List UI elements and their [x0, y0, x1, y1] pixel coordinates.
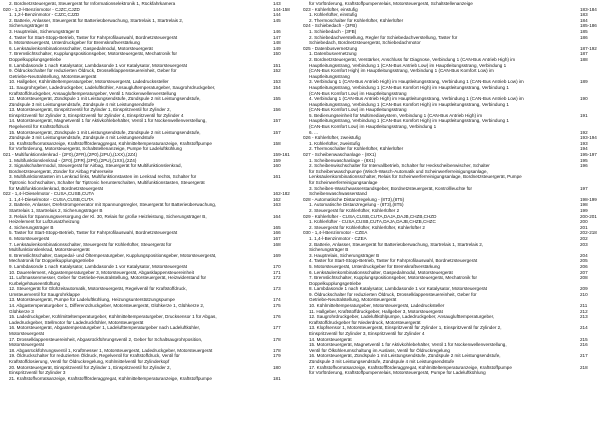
toc-entry	[3, 376, 293, 382]
toc-entry-page: 162	[273, 196, 281, 202]
toc-entry-title: 13. Klopfsensor 1, Motorsteuergerät, Einspritzventil für Zylinder 1, Einspritzventil für Zylinder 2,	[309, 325, 502, 331]
toc-entry-page: 176	[273, 314, 281, 320]
toc-entry-page: 212	[580, 308, 588, 314]
toc-entry-title: 9. Lambdasonde 1 nach Katalysator, Lambdasonde 1 vor Katalysator, Motorsteuergerät	[9, 263, 187, 269]
toc-entry-title: 4. Sicherungsträger B	[9, 224, 54, 230]
toc-entry-page: 179	[273, 353, 281, 359]
toc-entry-title: Hauptleitungsstrang, Verbindung 1 (CAN-Bus Komfort High) im Hauptleitungsstrang, Verbindung 1	[309, 118, 509, 124]
toc-entry-page: 203	[580, 241, 588, 247]
toc-entry-page: 159-161	[273, 152, 290, 158]
toc-entry-title: 021 - Multifunktionslenkrad - (2F0),(2FR),(2P0),(2PU),(1XX),(2Z4)	[3, 152, 138, 158]
toc-entry-title: 5. Motorsteuergerät, Unterdruckgeber für Bremskraftverstärkung	[9, 40, 140, 46]
toc-entry-title: 3. Scheiben-Waschwasserstandsgeber, Bordnetzsteuergerät, Kontrollleuchte für	[309, 185, 472, 191]
toc-entry-title: 17. Kraftstoffvorratsanzeige, Kraftstoffförderaggregat, Kühlmitteltemperaturanzeige, Kraftstoffpumpe	[309, 364, 512, 370]
toc-entry-title: 026 - Kühlerlüfter, zweistufig	[303, 135, 361, 141]
toc-entry-title: 14. Abgastemperaturgeber 1, Differenzdruckgeber, Motorsteuergerät, Glühkerze 1, Glühkerze 2,	[9, 303, 205, 309]
toc-entry-title: 16. Motorsteuergerät, Zündspule 1 mit Leistungsendstufe, Zündspule 2 mit Leistungsendstufe,	[309, 353, 501, 359]
toc-entry-title: 022 - 1,4-l-Dieselmotor - CUSA,CUSB,CUTA	[3, 191, 95, 197]
toc-entry-page: 152	[273, 68, 281, 74]
toc-entry-title: 1. Scheibenwaschanlage - (8X1)	[309, 157, 376, 163]
toc-entry-title: 6. Motorsteuergerät	[9, 235, 50, 241]
toc-entry-title: 2. Scheibenwischschalter für Intervallbetrieb, Schalter für Heckscheibenwischer, Schalter	[309, 163, 490, 169]
toc-entry-page: 170	[273, 263, 281, 269]
toc-entry-title: (CAN-Bus Komfort Low) im Hauptleitungsstrang	[309, 90, 407, 96]
toc-entry-title: 2. Steuergerät für Kühlerlüfter, Kühlerlüfter 2	[309, 207, 400, 213]
toc-entry-title: Kraftstoffdruckgeber, Ansaugluftemperaturgeber, Ventil 1 Nockenwellenverstellung	[9, 90, 177, 96]
toc-entry-page: 185-186	[580, 23, 597, 29]
toc-entry-title: 1. 1,4-l-Benzinmotor - CZEA	[309, 235, 367, 241]
toc-entry-page: 195-197	[580, 152, 597, 158]
toc-entry-title: Multifunktionslenkrad, Motorsteuergerät	[9, 247, 90, 253]
toc-entry-title: 11. Hallgeber, Kraftstoffdruckgeber, Hallgeber 3, Motorsteuergerät	[309, 308, 443, 314]
toc-entry-title: 10. Kühlmitteltemperaturgeber, Motorsteuergerät, Ladedrucksteller	[309, 303, 445, 309]
toc-entry-title: 020 - 1,2-l-Benzinmotor - CJZC,CJZD	[3, 6, 80, 12]
toc-entry-page: 159	[273, 157, 281, 163]
toc-entry-title: 1. Kühlerlüfter, zweistufig	[309, 140, 361, 146]
toc-entry-page: 177	[273, 325, 281, 331]
toc-entry-title: 5. Taster für Start-Stopp-Betrieb, Taster für Fahrprofilauswahl, Bordnetzsteuergerät	[9, 230, 178, 236]
toc-entry-title: Doppelkupplungsgetriebe	[309, 280, 362, 286]
toc-entry-title: 2. Signalschaltermodul, Steuergerät für Airbag, Steuergerät für Multifunktionslenkrad,	[9, 163, 182, 169]
toc-entry-title: 2. Bordnetzsteuergerät, Steuergerät für Informationselektronik 1, Rückfahrkamera	[9, 1, 176, 6]
toc-entry-page: 178	[273, 347, 281, 353]
toc-entry-title: 14. Motorsteuergerät	[309, 336, 352, 342]
toc-entry-title: 1. Schiebedach - (3FB)	[309, 28, 357, 34]
toc-entry-page: 200-201	[580, 213, 597, 219]
toc-entry-page: 211	[580, 303, 588, 309]
toc-entry-title: Kurbelgehäuseentlüftung	[9, 280, 61, 286]
toc-entry-title: 7. Lenksäulenkombinationsschalter, Steuergerät für Kühlerlüfter, Steuergerät für	[9, 241, 172, 247]
toc-entry-page: 168	[273, 241, 281, 247]
toc-column-left	[3, 1, 293, 381]
toc-entry-title: Kraftstoffdruckgeber für Niederdruck, Motorsteuergerät	[309, 319, 421, 325]
toc-entry-title: 6. ...	[309, 129, 318, 135]
toc-entry-title: 8. Bremslichtschalter, Gaspedal- und Öltemperaturgeber, Kupplungspositionsgeber, Motorsteuergerät,	[9, 252, 217, 258]
toc-entry-title: für Vorförderung, Kraftstoffpumpenrelais, Motorsteuergerät, Pumpe für Ladeluftkühlung	[309, 370, 486, 376]
toc-entry-title: 1. Automatische Distanzregelung - (8T3),(8T5)	[309, 202, 404, 208]
toc-entry-page: 193-194	[580, 135, 597, 141]
toc-entry-title: Glühkerze 3	[9, 308, 34, 314]
toc-entry-page: 174	[273, 297, 281, 303]
toc-entry-page: 209	[580, 286, 588, 292]
toc-entry-title: 4. Verbindung 1 (CAN-Bus Antrieb High) im Hauptleitungsstrang, Verbindung 1 (CAN-Bus Antrieb Low) im	[309, 96, 524, 102]
toc-entry-title: 3. Verbindung 1 (CAN-Bus Antrieb High) im Hauptleitungsstrang, Verbindung 1 (CAN-Bus Antrieb Low) im	[309, 79, 524, 85]
toc-entry-page: 167	[273, 235, 281, 241]
toc-entry-page: 194	[580, 146, 588, 152]
toc-entry-title: Einspritzventil für Zylinder 3, Einspritzventil für Zylinder 4, Einspritzventil für Zylinder 4	[9, 112, 184, 118]
toc-entry-title: Hauptleitungsstrang, Verbindung 1 (CAN-Bus Komfort High) im Hauptleitungsstrang, Verbindung 1	[309, 101, 509, 107]
toc-entry-page: 144-158	[273, 6, 290, 12]
toc-entry-title: Getriebe-Neutralstellung, Motorsteuergerät	[309, 297, 397, 303]
toc-entry-title: 15. Ladedruckgeber, Kühlmitteltemperaturgeber, Kühlmitteltemperaturgeber, Drucksensor 1 für Abgas,	[9, 314, 217, 320]
toc-entry-title: Bordnetzsteuergerät, Zünder für Airbag Fahrerseite	[9, 168, 114, 174]
toc-entry-title: Scheibenwaschwasserstand	[309, 191, 367, 197]
toc-entry-page: 197	[580, 185, 588, 191]
toc-entry-title: Hauptleitungsstrang, Verbindung 1 (CAN-Bus Komfort High) im Hauptleitungsstrang, Verbindung 1	[309, 84, 509, 90]
toc-entry-page: 143	[273, 1, 281, 6]
toc-entry-title: 16. Kraftstoffvorratsanzeige, Kraftstoffförderaggregat, Kühlmitteltemperaturanzeige, Kraftstoffpumpe	[9, 140, 212, 146]
toc-entry-title: 8. Lambdasonde 1 nach Katalysator, Lambdasonde 1 vor Katalysator, Motorsteuergerät	[309, 286, 487, 292]
toc-entry-title: 3. Relais für Spannungsversorgung der Kl. 30, Relais für große Heizleistung, Sicherungsträger B,	[9, 213, 207, 219]
toc-entry-page: 145	[273, 17, 281, 23]
toc-entry-page: 169	[273, 252, 281, 258]
toc-entry-page: 163	[273, 202, 281, 208]
toc-entry-title: 1. Kühlerlüfter - CUSA,CUSB,CUTA,DAJA,DAJB,CHZB,CHZC	[309, 219, 436, 225]
toc-entry-page: 153	[273, 79, 281, 85]
toc-entry-page: 175	[273, 303, 281, 309]
toc-entry-page: 155	[273, 96, 281, 102]
toc-entry-title: 2. Batterie, Anlasser, Drehstromgenerator mit Spannungsregler, Steuergerät für Batterieüberwachung,	[9, 202, 217, 208]
toc-entry-title: Schiebedach, Bordnetzsteuergerät, Schiebedachmotor	[309, 40, 421, 46]
toc-entry-page: 160	[273, 163, 281, 169]
toc-entry-page: 166	[273, 230, 281, 236]
toc-entry-title: 023 - Kühlerlüfter, einstufig	[303, 6, 358, 12]
toc-entry-page: 151	[273, 62, 281, 68]
toc-entry-title: Lenksäulenkombinationsschalter, Relais für Scheinwerferreinigungsanlage, Bordnetzsteuergerät, Pumpe	[309, 174, 522, 180]
toc-entry-page: 218	[580, 364, 588, 370]
toc-entry-title: 20. Motorsteuergerät, Einspritzventil für Zylinder 1, Einspritzventil für Zylinder 2,	[9, 364, 171, 370]
toc-entry-page: 191	[580, 112, 588, 118]
toc-entry-title: 1. Multifunktionslenkrad - (2F0),(2FR),(2P0),(2PU),(1XX),(2Z4)	[9, 157, 137, 163]
toc-entry-page: 158	[273, 140, 281, 146]
toc-entry-title: 4. Taster für Start-Stopp-Betrieb, Taster für Fahrprofilauswahl, Bordnetzsteuergerät	[309, 258, 478, 264]
toc-entry-title: 9. Öldruckschalter für reduzierten Öldruck, Drosselklappensteuereinheit, Geber für	[9, 68, 177, 74]
toc-entry-page: 200	[580, 219, 588, 225]
toc-entry-page: 205	[580, 258, 588, 264]
toc-entry-title: Motorsteuergerät	[9, 342, 44, 348]
toc-entry-title: Einspritzventil für Zylinder 3	[9, 370, 66, 376]
toc-entry-page: 148	[273, 40, 281, 46]
toc-entry-page: 190	[580, 96, 588, 102]
toc-entry-page: 210	[580, 291, 588, 297]
toc-entry-title: Startrelais 1, Startrelais 2, Sicherungsträger B	[9, 207, 103, 213]
toc-entry-title: 19. Öldruckschalter für reduzierten Öldruck, Regelventil für Kraftstoffdruck, Ventil für	[9, 353, 180, 359]
toc-entry-title: 1. Datenbusvernetzung	[309, 51, 357, 57]
toc-entry-title: 028 - Automatische Distanzregelung - (8T3),(8T5)	[303, 196, 405, 202]
toc-entry-page: 144	[273, 12, 281, 18]
toc-entry-title: Motorsteuergerät	[9, 331, 44, 337]
toc-entry-title: 2. Batterie, Anlasser, Steuergerät für Batterieüberwachung, Startrelais 1, Startrelais 2,	[309, 241, 484, 247]
toc-entry-title: Einspritzventil für Zylinder 3, Einspritzventil für Zylinder 4	[309, 331, 425, 337]
toc-entry-title: 6. Lenksäulenkombinationsschalter, Gaspedalmodul, Motorsteuergerät	[309, 269, 453, 275]
toc-entry-title: Kraftstoffdosierung, Ventil für Öldruckregelung, Kühlmittelventil für Zylinderkopf	[9, 359, 170, 364]
toc-entry-title: Heizelement für Luftzusatzheizung	[9, 219, 80, 225]
toc-entry-page: 183-184	[580, 6, 597, 12]
toc-entry-title: Sicherungsträger B	[9, 23, 49, 29]
toc-entry-page: 150	[273, 51, 281, 57]
toc-entry-page: 206	[580, 263, 588, 269]
toc-entry-title: 8. Lambdasonde 1 nach Katalysator, Lambdasonde 1 vor Katalysator, Motorsteuergerät	[9, 62, 187, 68]
toc-entry-title: 2. Thermoschalter für Kühlerlüfter, Kühlerlüfter	[309, 17, 404, 23]
toc-entry-title: 025 - Datenbusvernetzung	[303, 45, 358, 51]
toc-entry-page: 180	[273, 364, 281, 370]
toc-entry-page: 157	[273, 118, 281, 124]
toc-entry-title: 2. Batterie, Anlasser, Steuergerät für Batterieüberwachung, Startrelais 1, Startrelais 2,	[9, 17, 184, 23]
toc-entry-title: 5. Motorsteuergerät, Unterdruckgeber für Bremskraftverstärkung	[309, 263, 440, 269]
toc-entry-title: 1. 1,4-l-Dieselmotor - CUSA,CUSB,CUTA	[9, 196, 94, 202]
toc-entry-title: 6. Lenksäulenkombinationsschalter, Gaspedalmodul, Motorsteuergerät	[9, 45, 153, 51]
toc-entry-page: 181	[273, 375, 281, 381]
toc-entry-title: (CAN-Bus Komfort High) im Hauptleitungsstrang, Verbindung 1 (CAN-Bus Komfort Low) im	[309, 68, 494, 74]
toc-entry-page: 198-199	[580, 196, 597, 202]
toc-entry-page: 171	[273, 269, 281, 275]
toc-entry-title: 2. Bordnetzsteuergerät, Verstärker, Anschluss für Diagnose, Verbindung 1 (CAN-Bus Antrieb High) im	[309, 56, 516, 62]
toc-entry-title: 12. Steuergerät für Glühzeitautomatik, Motorsteuergerät, Regelventil für Kraftstoffdruck,	[9, 286, 187, 292]
toc-entry-title: 10. Dauerelement, Abgastemperaturgeber 3, Motorsteuergerät, Abgasklappensteuereinheit	[9, 269, 194, 275]
toc-entry-page: 204	[580, 252, 588, 258]
toc-entry-title: Mechatronik für Doppelkupplungsgetriebe	[9, 258, 95, 264]
toc-entry-page: 213	[580, 314, 588, 320]
toc-entry-page: 216	[580, 342, 588, 348]
toc-entry-title: für Vorförderung, Motorsteuergerät, Schaltstellenanzeige, Pumpe für Ladeluftkühlung	[9, 146, 182, 152]
toc-entry-page: 215	[580, 336, 588, 342]
toc-entry-page: 193	[580, 140, 588, 146]
toc-entry-title: 18. Abgasrückführungsventil 1, Kraftmesser 1, Motorsteuergerät, Ladedruckgeber, Motorsteuergerät	[9, 347, 213, 353]
toc-entry-page: 149	[273, 45, 281, 51]
toc-entry-page: 202	[580, 235, 588, 241]
toc-entry-page: 187-192	[580, 45, 597, 51]
toc-entry-title: 11. Saugrohrgeber, Ladedruckgeber, Ladeluftkühler, Ansaugluftemperaturgeber, Saugrohrdruckgeber,	[9, 84, 216, 90]
toc-entry-page: 207	[580, 269, 588, 275]
toc-entry-title: (CAN-Bus Komfort Low) im Hauptleitungsstrang, Verbindung 1	[309, 124, 437, 130]
toc-entry-title: 7. Bremslichtschalter, Kupplungspositionsgeber, Motorsteuergerät, Mechatronik für	[309, 275, 478, 281]
toc-entry-page: 183	[580, 12, 588, 18]
toc-entry-page: 172	[273, 275, 281, 281]
toc-entry-page: 178	[273, 336, 281, 342]
toc-entry-title: 1. Kühlerlüfter, einstufig	[309, 12, 358, 18]
toc-entry-title: 3. Hauptrelais, Sicherungsträger B	[9, 28, 80, 34]
toc-entry-title: (CAN-Bus Komfort Low) im Hauptleitungsstrang	[309, 107, 407, 113]
toc-entry-page: 187	[580, 51, 588, 57]
toc-entry-title: Umsteuerventil für Saugrohrklappe	[9, 291, 80, 297]
toc-entry-title: 15. Motorsteuergerät, Zündspule 1 mit Leistungsendstufe, Zündspule 2 mit Leistungsendstufe,	[9, 129, 201, 135]
toc-entry-title: 10. Hallgeber, Kühlmitteltemperaturgeber, Motorsteuergerät, Ladedruckssteller	[9, 79, 169, 85]
toc-entry-title: Sicherungsträger B	[309, 247, 349, 253]
toc-entry-title: 2. Thermoschalter für Kühlerlüfter, Kühlerlüfter	[309, 146, 404, 152]
toc-entry-title: Doppelkupplungsgetriebe	[9, 56, 62, 62]
toc-entry-title: Ladedruckgeber, Stellmotor für Ladedruckfühler, Motorsteuergerät	[9, 319, 144, 325]
toc-entry-title: 2. Schiebedachverstellung, Regler für Schiebedachverstellung, Taster für	[309, 34, 458, 40]
toc-entry-page: 186	[580, 34, 588, 40]
toc-entry-title: 13. Motorsteuergerät, Pumpe für Ladeluftkühlung, Heizungsunterstützungspumpe	[9, 297, 175, 303]
toc-entry-page: 173	[273, 286, 281, 292]
toc-entry-page: 147	[273, 34, 281, 40]
toc-entry-title: 3. Hauptrelais, Sicherungsträger B	[309, 252, 380, 258]
toc-entry-title: 4. Taster für Start-Stopp-Betrieb, Taster für Fahrprofilauswahl, Bordnetzsteuergerät	[9, 34, 178, 40]
toc-entry-title: 027 - Scheibenwaschanlage - (8X1)	[303, 152, 377, 158]
toc-entry-page: 146	[273, 28, 281, 34]
toc-entry-page: 184	[580, 17, 588, 23]
toc-entry-title: 17. Drosselklappensteuereinheit, Abgasrückführungsventil 2, Geber für Schaltsaugrohrposition,	[9, 336, 203, 342]
toc-entry-title: 15. Motorsteuergerät, Magnetventil 1 für Aktivkohlebehälter, Ventil 1 für Nockenwellenverstellung,	[309, 342, 507, 348]
toc-entry-title: Getriebe-Neutralstellung, Motorsteuergerät	[9, 73, 97, 79]
toc-entry-page: 161	[273, 174, 281, 180]
toc-entry-title: Zündspule 3 mit Leistungsendstufe, Zündspule 4 mit Leistungsendstufe	[9, 101, 155, 107]
toc-entry-title: 11. Luftmassenmesser, Geber für Getriebe-Neutralstellung, Motorsteuergerät, Heizwiderstand für	[9, 275, 207, 281]
toc-entry-page: 202-218	[580, 230, 597, 236]
toc-entry-page: 201	[580, 224, 588, 230]
toc-entry-title: 029 - Kühlerlüfter - CUSA,CUSB,CUTA,DAJA,DAJB,CHZB,CHZD	[303, 213, 437, 219]
toc-entry-title: für Vorförderung, Kraftstoffpumpenrelais, Motorsteuergerät, Schaltstellenanzeige	[309, 1, 473, 6]
toc-entry-page: 208	[580, 275, 588, 281]
toc-entry-page: 157	[273, 129, 281, 135]
toc-entry-title: 7. Bremslichtschalter, Kupplungspositionsgeber, Motorsteuergerät, Mechatronik für	[9, 51, 178, 57]
toc-entry-title: 5. Bedienungseinheit für Multimediasystem, Verbindung 1 (CAN-Bus Antrieb High) im	[309, 112, 483, 118]
toc-entry-title: 14. Motorsteuergerät, Magnetventil 1 für Aktivkohlebehälter, Ventil 1 für Nockenwellenverstellung,	[9, 118, 207, 124]
toc-entry-page: 196	[580, 163, 588, 169]
toc-entry-title: 13. Motorsteuergerät, Einspritzventil für Zylinder 1, Einspritzventil für Zylinder 2,	[9, 107, 171, 113]
toc-entry-title: 9. Öldruckschalter für reduzierten Öldruck, Drosselklappensteuereinheit, Geber für	[309, 291, 477, 297]
toc-entry-title: für Scheinwerferreinigungsanlage	[309, 180, 378, 185]
toc-entry-title: Hauptleitungsstrang, Verbindung 1 (CAN-Bus Antrieb Low) im Hauptleitungsstrang, Verbindung 1	[309, 62, 507, 68]
toc-entry-title: 030 - 1,4-l-Benzinmotor - CZEA	[303, 230, 368, 236]
toc-entry-title: 2. Steuergerät für Kühlerlüfter, Kühlerlüfter, Kühlerlüfter 2	[309, 224, 425, 230]
toc-entry-title: 16. Motorsteuergerät, Abgastemperaturgeber 1, Ladelufttemperaturgeber nach Ladeluftkühler,	[9, 325, 201, 331]
toc-entry-title: für Multifunktionslenkrad, Bordnetzsteuergerät	[9, 185, 103, 191]
toc-entry-page: 217	[580, 353, 588, 359]
toc-entry-page: 154	[273, 84, 281, 90]
toc-entry-title: Ventil für Ölkühlerumschaltung im Auslass, Ventil für Öldruckregelung	[309, 347, 450, 353]
toc-entry-page: 195	[580, 157, 588, 163]
toc-entry-title: 3. Multifunktionstasten im Lenkrad links, Multifunktionstasten im Lenkrad rechts, Schalter für	[9, 174, 197, 180]
toc-entry-page: 162-182	[273, 191, 290, 197]
toc-entry-page: 188	[580, 56, 588, 62]
toc-entry-title: 12. Motorsteuergerät, Zündspule 1 mit Leistungsendstufe, Zündspule 2 mit Leistungsendstufe,	[9, 96, 201, 102]
toc-entry-title: 024 - Schiebedach - (3FB)	[303, 23, 357, 29]
toc-entry-title: Hauptleitungsstrang	[309, 73, 350, 79]
toc-entry	[303, 370, 598, 376]
toc-entry-page: 214	[580, 325, 588, 331]
toc-entry-page: 189	[580, 79, 588, 85]
toc-entry-title: Tiptronic hochschalten, Schalter für Tiptronic herunterschalten, Multifunktionstasten, Steuergerät	[9, 180, 205, 185]
toc-entry-title: 12. Saugrohrdruckgeber, Ladeluftkühlpumpe, Ladedruckgeber, Ansauglufttemperaturgeber,	[309, 314, 495, 320]
toc-entry-page: 198	[580, 202, 588, 208]
toc-entry-page: 165	[273, 224, 281, 230]
toc-entry-title: Regelventil für Kraftstoffdruck	[9, 124, 70, 130]
toc-entry-title: 1. 1,2-l-Benzinmotor - CJZC,CJZD	[9, 12, 80, 18]
toc-entry-title: Zündspule 3 mit Leistungsendstufe, Zündspule 4 mit Leistungsendstufe	[309, 359, 455, 364]
toc-entry-page: 164	[273, 213, 281, 219]
toc-entry-page: 192	[580, 129, 588, 135]
toc-entry-page: 199	[580, 207, 588, 213]
toc-column-right	[303, 1, 598, 376]
toc-entry-title: für Scheibenwaschpumpe (Wisch-Wasch-Automatik und Scheinwerferreinigungsanlage,	[309, 168, 488, 174]
toc-entry-page: 156	[273, 107, 281, 113]
toc-entry-title: Zündspule 3 mit Leistungsendstufe, Zündspule 4 mit Leistungsendstufe	[9, 135, 155, 141]
toc-entry-title: 21. Kraftstoffvorratsanzeige, Kraftstoffförderaggregat, Kühlmitteltemperaturanzeige, Kraftstoffpumpe	[9, 375, 212, 381]
toc-entry-page: 185	[580, 28, 588, 34]
